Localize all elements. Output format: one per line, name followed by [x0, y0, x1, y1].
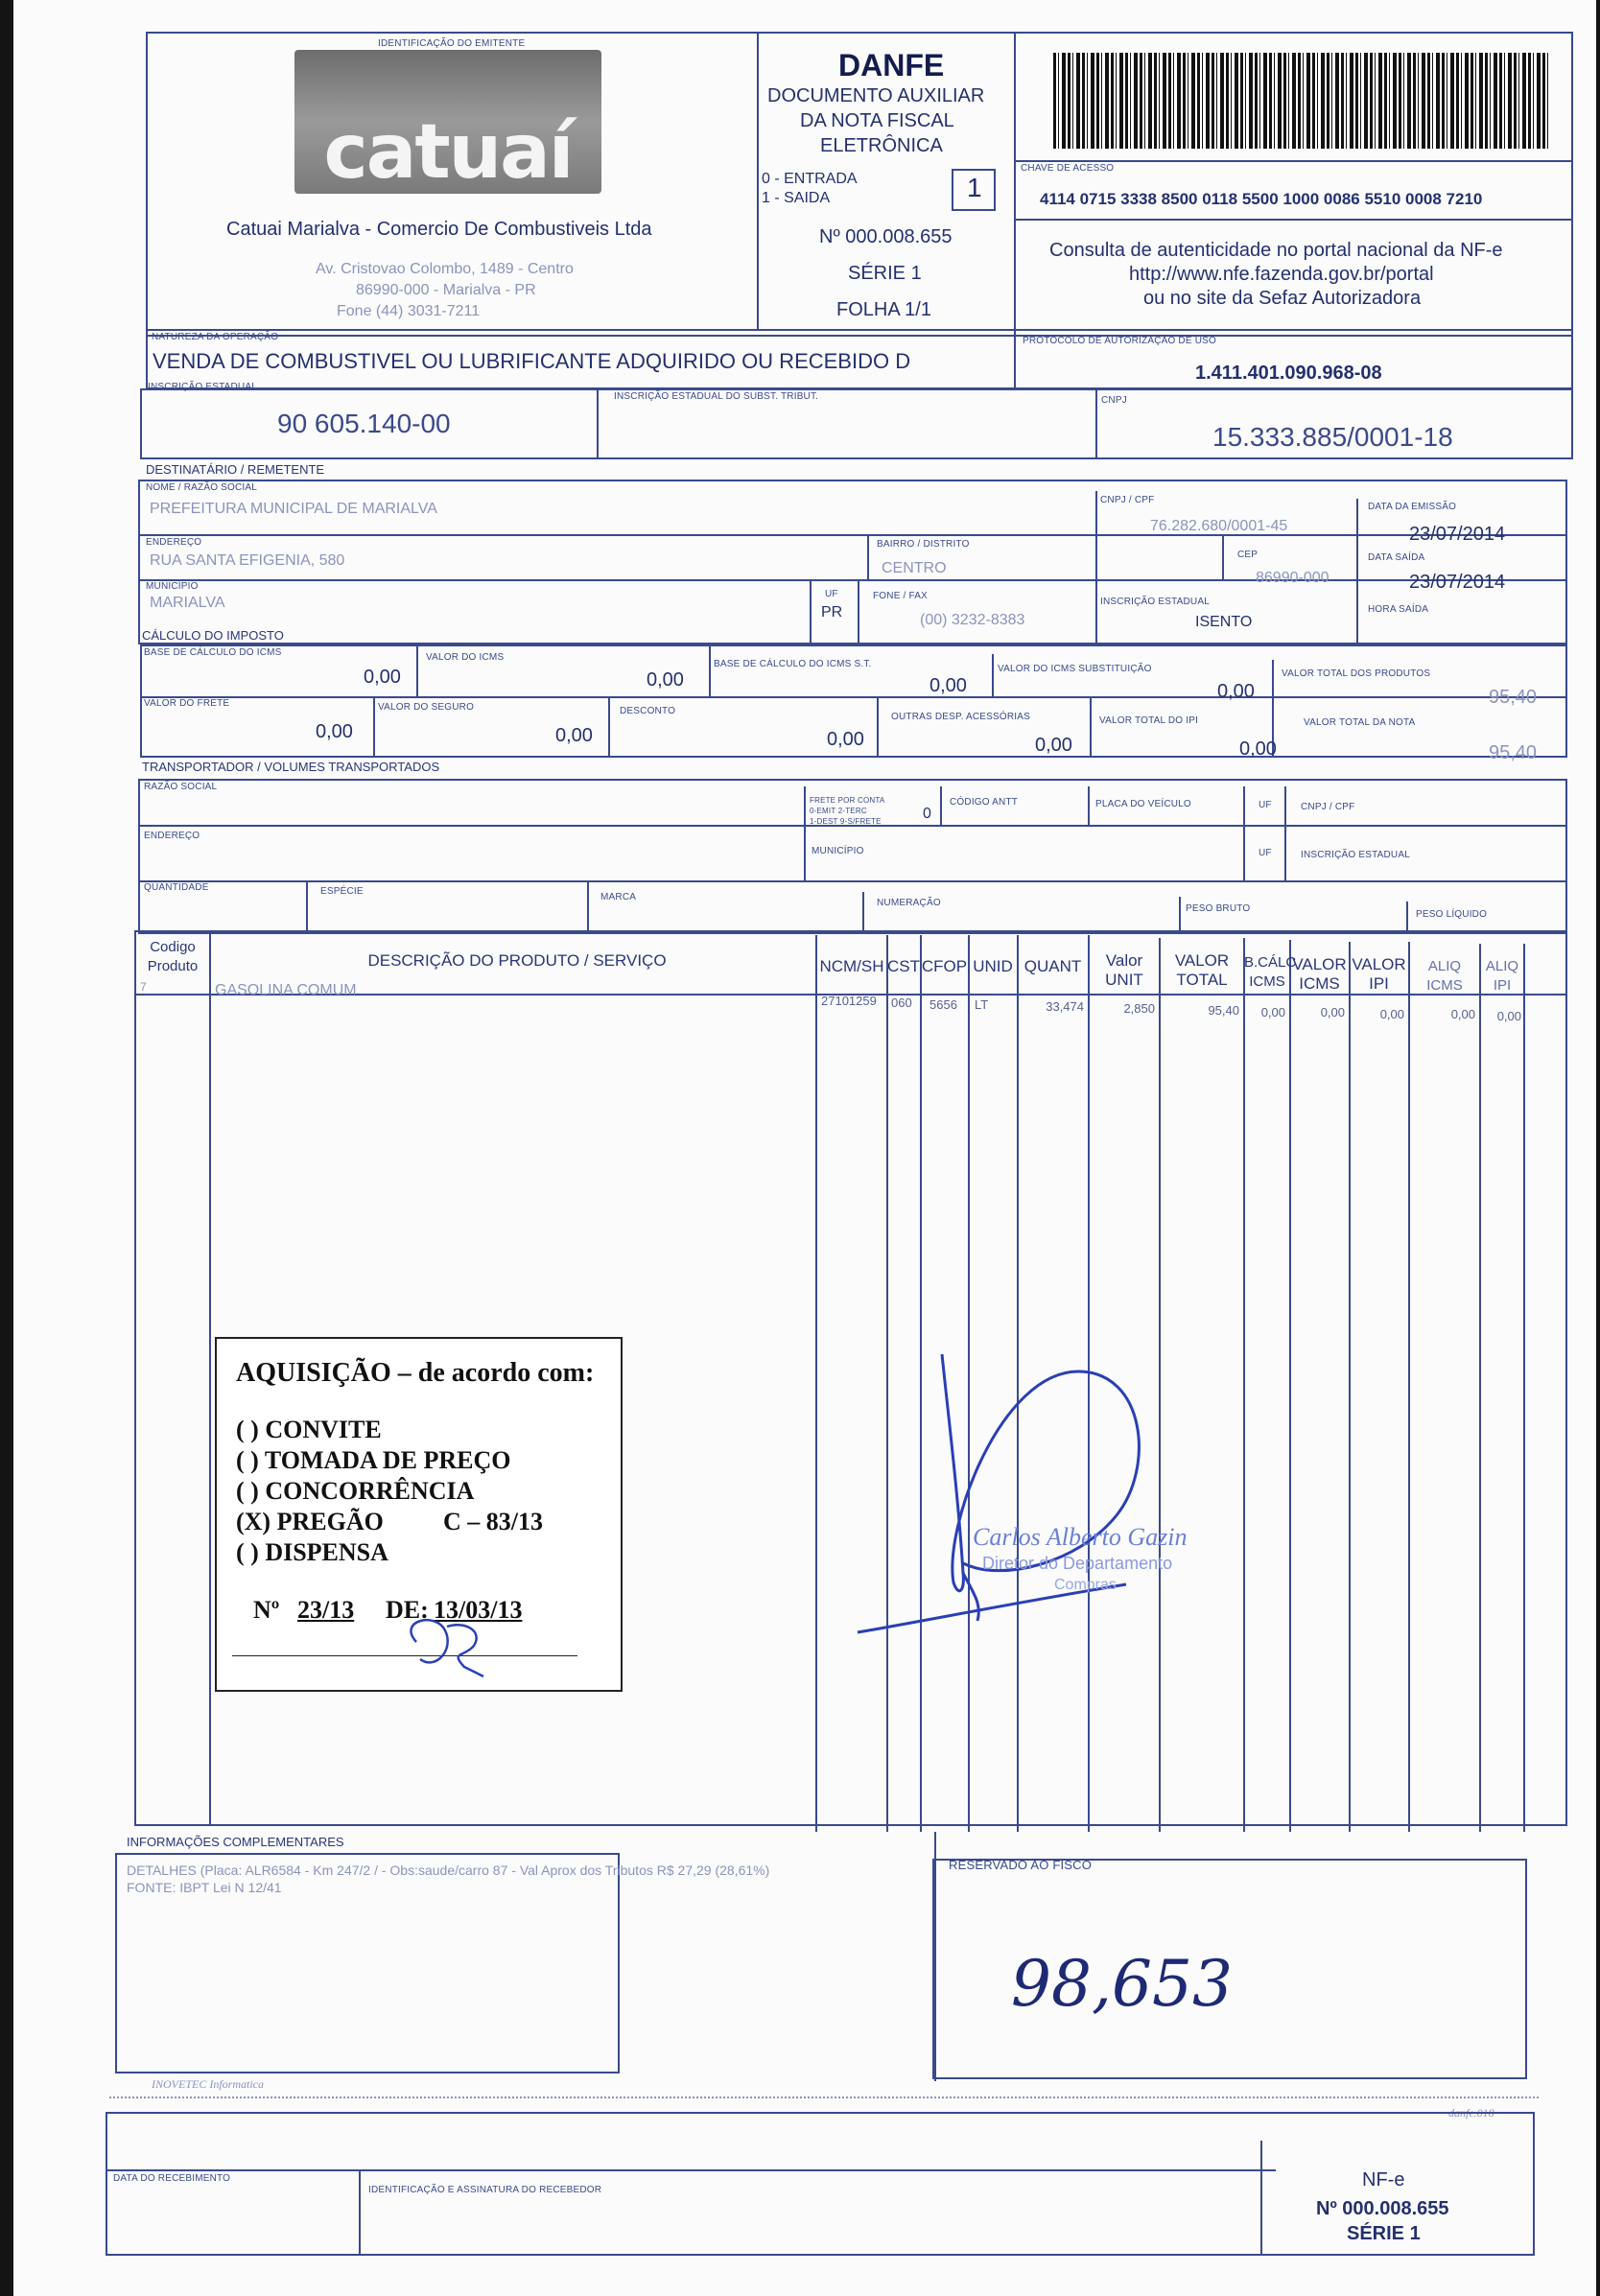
- hdr-aipi-2: IPI: [1493, 977, 1512, 994]
- qtd-label: QUANTIDADE: [144, 882, 209, 893]
- dest-endereco-label: ENDEREÇO: [146, 537, 202, 548]
- total-nota-label: VALOR TOTAL DA NOTA: [1304, 717, 1416, 728]
- dest-fone: (00) 3232-8383: [920, 612, 1025, 628]
- frete-conta-label: FRETE POR CONTA: [810, 796, 885, 805]
- dest-cep-label: CEP: [1237, 550, 1259, 560]
- frete-label: VALOR DO FRETE: [144, 698, 230, 709]
- hdr-vtotal-1: VALOR: [1174, 951, 1230, 970]
- row-cfop: 5656: [929, 997, 957, 1012]
- transp-uf-label: UF: [1259, 800, 1272, 810]
- danfe-mark: danfe.018: [1448, 2106, 1494, 2120]
- destinatario-section: DESTINATÁRIO / REMETENTE: [146, 462, 325, 477]
- total-prod: 95,40: [1489, 687, 1538, 708]
- consulta-line-1: Consulta de autenticidade no portal nacional da NF-e: [1049, 240, 1503, 261]
- dest-municipio: MARIALVA: [150, 595, 225, 611]
- row-aicms: 0,00: [1450, 1007, 1475, 1021]
- info-label: INFORMAÇÕES COMPLEMENTARES: [127, 1835, 344, 1849]
- row-bcalc: 0,00: [1260, 1005, 1285, 1019]
- dest-emissao: 23/07/2014: [1409, 524, 1506, 545]
- signature-role: Diretor do Departamento: [982, 1554, 1173, 1573]
- frete-conta-value: 0: [923, 806, 931, 822]
- dest-uf-label: UF: [825, 589, 838, 599]
- fisco-label: RESERVADO AO FISCO: [949, 1858, 1093, 1872]
- danfe-title: DANFE: [838, 48, 945, 82]
- imposto-section: CÁLCULO DO IMPOSTO: [142, 628, 284, 643]
- consulta-line-3: ou no site da Sefaz Autorizadora: [1143, 288, 1422, 309]
- transp-municipio-label: MUNICÍPIO: [812, 846, 864, 856]
- footer-numero: Nº 000.008.655: [1316, 2198, 1449, 2219]
- hdr-ncm: NCM/SH: [819, 957, 884, 975]
- entrada-label: 0 - ENTRADA: [762, 171, 858, 187]
- hdr-quant: QUANT: [1024, 957, 1082, 975]
- danfe-subtitle-2: DA NOTA FISCAL: [800, 110, 954, 131]
- transporte-section: TRANSPORTADOR / VOLUMES TRANSPORTADOS: [142, 760, 440, 774]
- valor-icms: 0,00: [647, 669, 684, 691]
- danfe-folha: FOLHA 1/1: [836, 299, 931, 320]
- seguro: 0,00: [555, 725, 593, 746]
- stamp-title: AQUISIÇÃO – de acordo com:: [236, 1358, 595, 1388]
- natureza-label: NATUREZA DA OPERAÇÃO: [152, 332, 279, 342]
- numeracao-label: NUMERAÇÃO: [877, 898, 941, 908]
- dest-endereco: RUA SANTA EFIGENIA, 580: [150, 552, 345, 569]
- total-prod-label: VALOR TOTAL DOS PRODUTOS: [1282, 668, 1431, 679]
- stamp-concorrencia: ( ) CONCORRÊNCIA: [236, 1477, 475, 1505]
- antt-label: CÓDIGO ANTT: [950, 797, 1019, 808]
- signature-name: Carlos Alberto Gazin: [973, 1523, 1188, 1551]
- especie-label: ESPÉCIE: [320, 886, 364, 897]
- seguro-label: VALOR DO SEGURO: [378, 702, 475, 713]
- cnpj-value: 15.333.885/0001-18: [1212, 422, 1453, 452]
- base-st: 0,00: [929, 675, 967, 696]
- canhoto-box: [106, 2112, 1535, 2256]
- row-vunit: 2,850: [1123, 1001, 1155, 1016]
- row-cst: 060: [891, 996, 912, 1010]
- saida-label: 1 - SAIDA: [762, 190, 831, 206]
- stamp-de-label: DE:: [386, 1596, 429, 1624]
- row-ncm: 27101259: [821, 994, 877, 1008]
- dest-saida-label: DATA SAÍDA: [1368, 552, 1425, 563]
- frete-opts-2: 1-DEST 9-S/FRETE: [810, 817, 882, 826]
- row-vtotal: 95,40: [1208, 1003, 1239, 1018]
- hdr-unid: UNID: [973, 957, 1013, 975]
- natureza-value: VENDA DE COMBUSTIVEL OU LUBRIFICANTE ADQUIRIDO OU RECEBIDO D: [153, 349, 911, 373]
- desconto-label: DESCONTO: [620, 706, 676, 716]
- signature-sub: Compras: [1054, 1577, 1117, 1593]
- tipo-value: 1: [967, 173, 982, 202]
- dest-cep: 86990-000: [1256, 570, 1329, 586]
- logo-text: catuaí: [323, 109, 573, 196]
- desconto: 0,00: [827, 729, 864, 750]
- base-st-label: BASE DE CÁLCULO DO ICMS S.T.: [714, 659, 872, 669]
- ident-recebedor-label: IDENTIFICAÇÃO E ASSINATURA DO RECEBEDOR: [368, 2185, 602, 2195]
- stamp-pregao-num: C – 83/13: [443, 1508, 543, 1535]
- row-unid: LT: [975, 997, 989, 1012]
- base-icms: 0,00: [364, 667, 401, 688]
- peso-liq-label: PESO LÍQUIDO: [1416, 909, 1488, 920]
- stamp-initials: [411, 1620, 483, 1676]
- frete-opts-1: 0-EMIT 2-TERC: [810, 807, 867, 815]
- dest-fone-label: FONE / FAX: [873, 591, 929, 601]
- hdr-aicms-1: ALIQ: [1427, 958, 1462, 974]
- hdr-vunit-1: Valor: [1105, 951, 1143, 970]
- hdr-aipi-1: ALIQ: [1485, 958, 1519, 974]
- hdr-codigo-1: Codigo: [150, 939, 196, 955]
- stamp-de: 13/03/13: [434, 1596, 523, 1624]
- hdr-bcalc-1: B.CÁLC: [1244, 954, 1297, 971]
- danfe-subtitle-1: DOCUMENTO AUXILIAR: [767, 85, 985, 106]
- base-icms-label: BASE DE CÁLCULO DO ICMS: [144, 647, 282, 658]
- row-quant: 33,474: [1046, 999, 1084, 1014]
- dest-ie: ISENTO: [1195, 614, 1253, 630]
- transp-cnpj-label: CNPJ / CPF: [1301, 802, 1355, 812]
- hdr-vipi-1: VALOR: [1352, 955, 1406, 973]
- info-line-1: DETALHES (Placa: ALR6584 - Km 247/2 / - Obs:saude/carro 87 - Val Aprox dos Tributos R$ 27,29 (28,61%): [127, 1863, 770, 1878]
- ie-label: INSCRIÇÃO ESTADUAL: [148, 382, 257, 392]
- peso-bruto-label: PESO BRUTO: [1186, 903, 1251, 914]
- chave-label: CHAVE DE ACESSO: [1021, 163, 1115, 174]
- transp-endereco-label: ENDEREÇO: [144, 831, 200, 841]
- dest-municipio-label: MUNICÍPIO: [146, 581, 199, 592]
- handwritten-number: 98,653: [1011, 1947, 1233, 2021]
- hdr-vicms-1: VALOR: [1292, 955, 1347, 973]
- total-nota: 95,40: [1489, 742, 1538, 763]
- danfe-subtitle-3: ELETRÔNICA: [820, 135, 943, 156]
- row-descricao: GASOLINA COMUM: [215, 982, 357, 998]
- software-mark: INOVETEC Informatica: [152, 2077, 264, 2091]
- dest-cnpj-label: CNPJ / CPF: [1100, 495, 1155, 505]
- ipi-label: VALOR TOTAL DO IPI: [1099, 715, 1199, 726]
- hdr-bcalc-2: ICMS: [1249, 973, 1285, 990]
- info-line-2: FONTE: IBPT Lei N 12/41: [127, 1880, 282, 1895]
- ie-value: 90 605.140-00: [277, 409, 451, 438]
- razao-label: RAZÃO SOCIAL: [144, 782, 218, 792]
- dest-saida: 23/07/2014: [1409, 572, 1506, 593]
- valor-st-label: VALOR DO ICMS SUBSTITUIÇÃO: [998, 664, 1152, 674]
- row-aipi: 0,00: [1496, 1009, 1521, 1023]
- hdr-cst: CST: [887, 957, 920, 975]
- valor-st: 0,00: [1217, 681, 1255, 702]
- hdr-descricao: DESCRIÇÃO DO PRODUTO / SERVIÇO: [367, 951, 667, 970]
- hdr-vtotal-2: TOTAL: [1176, 971, 1228, 989]
- stamp-tomada: ( ) TOMADA DE PREÇO: [236, 1446, 511, 1474]
- dest-emissao-label: DATA DA EMISSÃO: [1368, 502, 1457, 512]
- chave-value: 4114 0715 3338 8500 0118 5500 1000 0086 5510 0008 7210: [1040, 190, 1483, 208]
- stamp-num-label: Nº: [253, 1596, 280, 1624]
- dest-nome-label: NOME / RAZÃO SOCIAL: [146, 482, 258, 493]
- hdr-vipi-2: IPI: [1369, 974, 1389, 993]
- data-recebimento-label: DATA DO RECEBIMENTO: [113, 2173, 231, 2184]
- marca-label: MARCA: [600, 892, 637, 902]
- hdr-vunit-2: UNIT: [1105, 971, 1143, 989]
- dest-uf: PR: [821, 604, 843, 621]
- row-vicms: 0,00: [1320, 1005, 1345, 1019]
- transp-ie-label: INSCRIÇÃO ESTADUAL: [1301, 850, 1410, 860]
- protocolo-label: PROTOCOLO DE AUTORIZAÇÃO DE USO: [1023, 336, 1216, 346]
- transp-uf2-label: UF: [1259, 848, 1272, 858]
- placa-label: PLACA DO VEÍCULO: [1095, 799, 1191, 809]
- valor-icms-label: VALOR DO ICMS: [426, 652, 505, 663]
- outras-label: OUTRAS DESP. ACESSÓRIAS: [891, 712, 1031, 722]
- danfe-numero: Nº 000.008.655: [819, 226, 953, 247]
- dest-bairro: CENTRO: [882, 560, 947, 576]
- stamp-pregao: (X) PREGÃO: [236, 1508, 384, 1535]
- frete: 0,00: [316, 721, 353, 742]
- emitente-name: Catuai Marialva - Comercio De Combustiveis Ltda: [226, 219, 652, 240]
- hdr-codigo-2: Produto: [147, 958, 199, 974]
- ie-st-label: INSCRIÇÃO ESTADUAL DO SUBST. TRIBUT.: [614, 391, 819, 402]
- consulta-line-2: http://www.nfe.fazenda.gov.br/portal: [1129, 264, 1434, 285]
- footer-serie: SÉRIE 1: [1347, 2223, 1421, 2244]
- dest-bairro-label: BAIRRO / DISTRITO: [877, 539, 970, 550]
- protocolo-value: 1.411.401.090.968-08: [1195, 363, 1382, 384]
- emitente-label: IDENTIFICAÇÃO DO EMITENTE: [378, 38, 526, 49]
- emitente-address: Av. Cristovao Colombo, 1489 - Centro: [316, 261, 574, 277]
- danfe-serie: SÉRIE 1: [848, 263, 922, 284]
- emitente-phone: Fone (44) 3031-7211: [337, 303, 481, 319]
- dest-ie-label: INSCRIÇÃO ESTADUAL: [1100, 597, 1210, 607]
- dest-nome: PREFEITURA MUNICIPAL DE MARIALVA: [150, 501, 437, 517]
- hdr-cfop: CFOP: [921, 957, 968, 975]
- stamp-convite: ( ) CONVITE: [236, 1416, 382, 1443]
- footer-nfe: NF-e: [1362, 2169, 1405, 2191]
- dest-hora-label: HORA SAÍDA: [1368, 604, 1429, 615]
- cut-line: [109, 2097, 1539, 2098]
- danfe-page: [13, 0, 1596, 2296]
- row-codigo: 7: [140, 980, 147, 994]
- emitente-city: 86990-000 - Marialva - PR: [356, 282, 536, 298]
- stamp-num: 23/13: [297, 1596, 355, 1624]
- row-vipi: 0,00: [1379, 1007, 1404, 1021]
- hdr-vicms-2: ICMS: [1299, 974, 1340, 993]
- outras: 0,00: [1035, 735, 1072, 756]
- cnpj-label: CNPJ: [1101, 395, 1127, 406]
- stamp-dispensa: ( ) DISPENSA: [236, 1538, 388, 1566]
- ipi: 0,00: [1239, 738, 1277, 760]
- hdr-aicms-2: ICMS: [1426, 977, 1463, 994]
- dest-cnpj: 76.282.680/0001-45: [1150, 518, 1288, 534]
